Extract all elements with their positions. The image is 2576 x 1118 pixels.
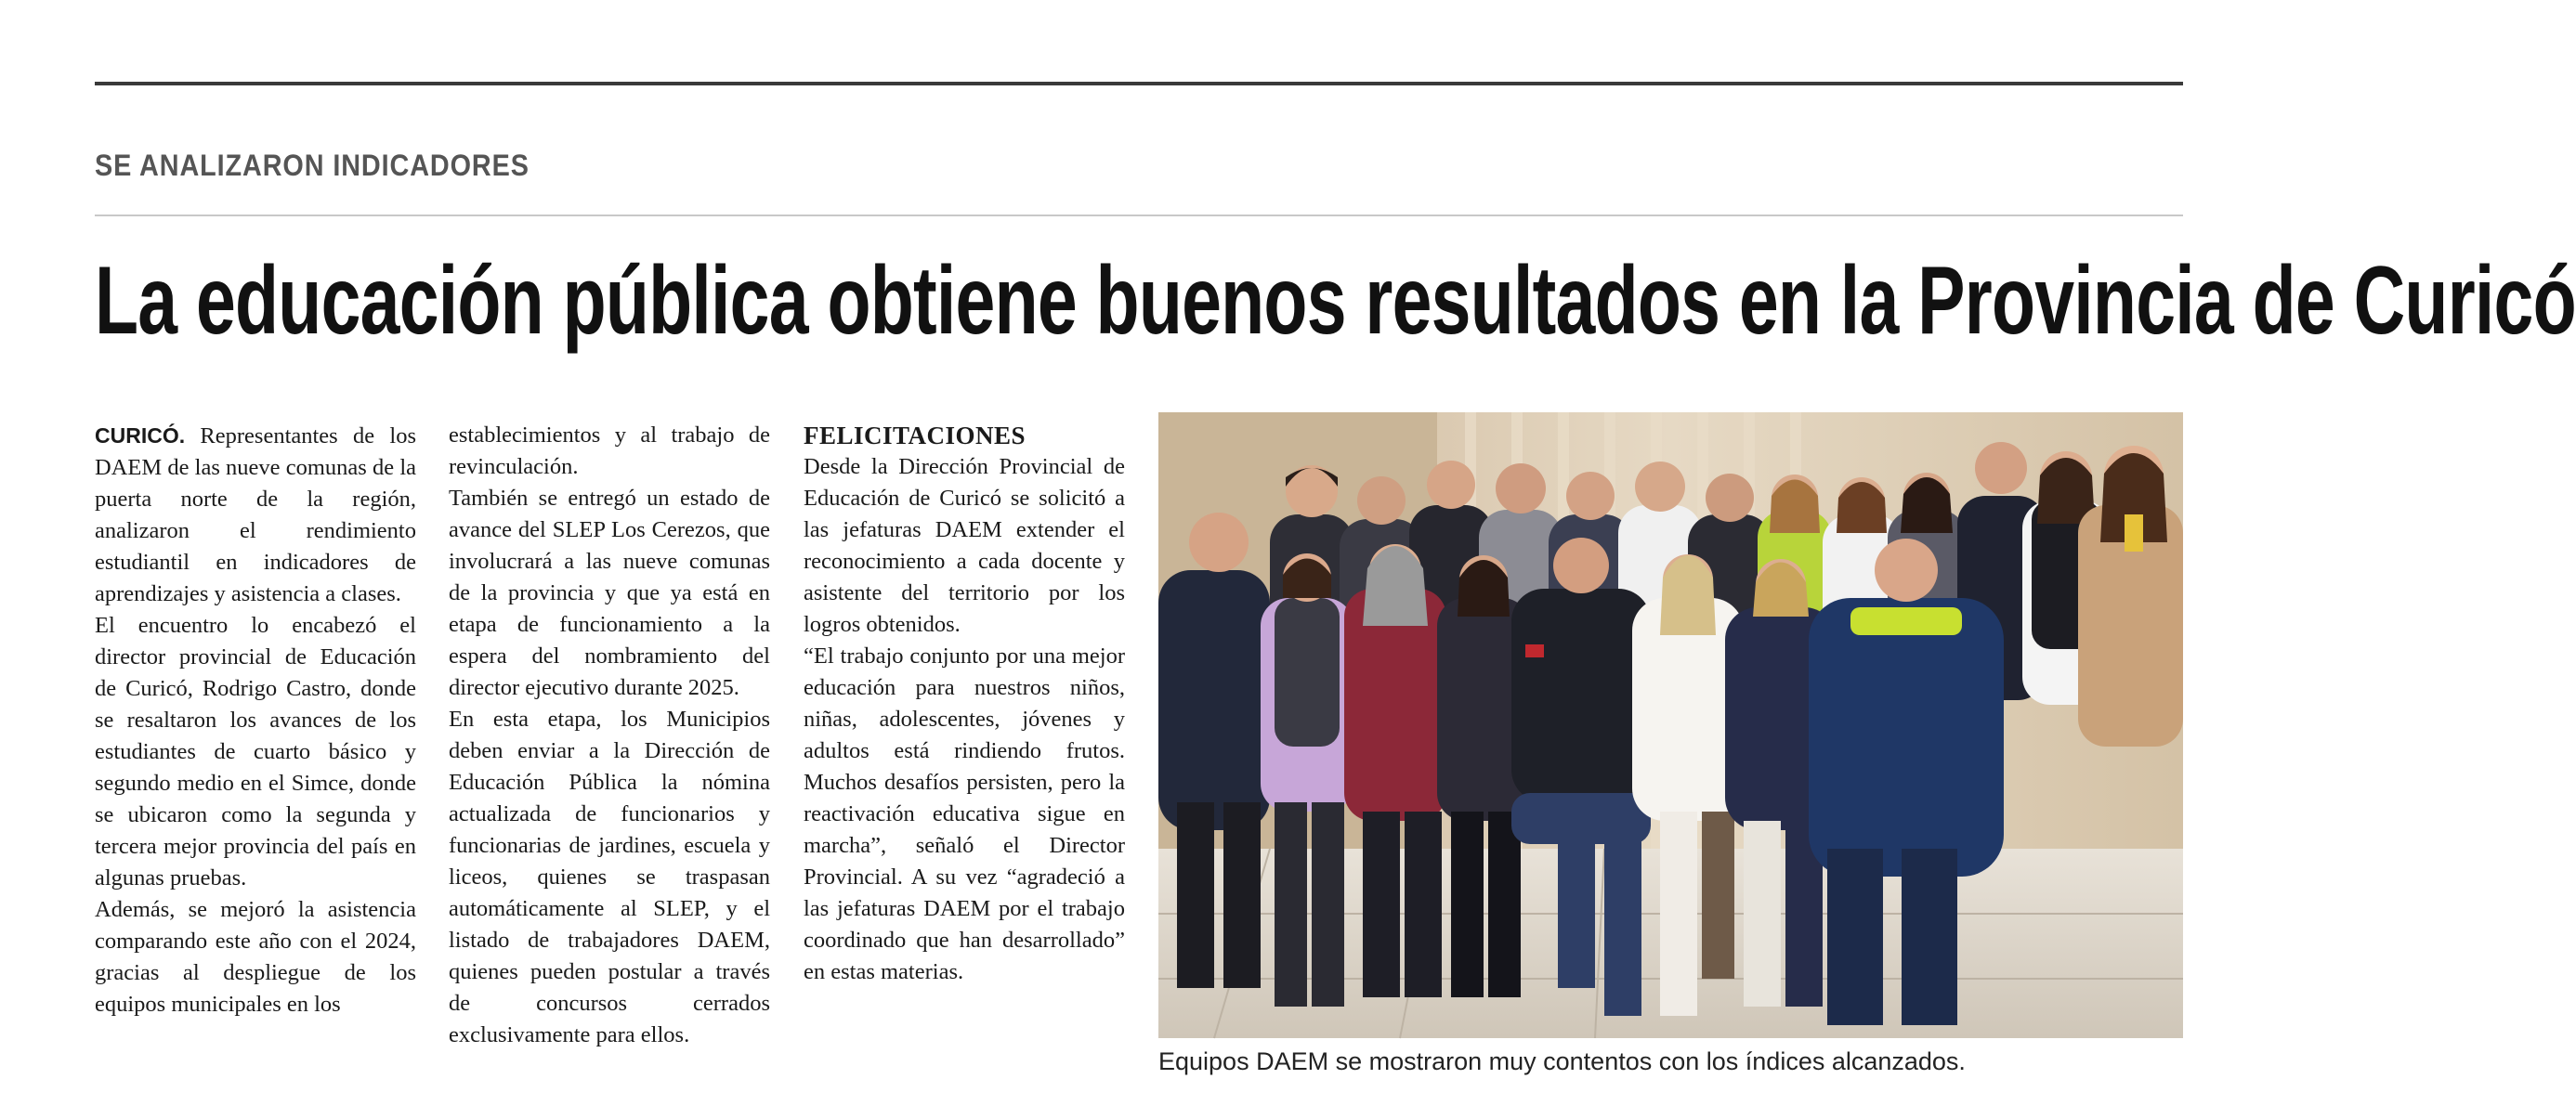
text-column-1 xyxy=(95,420,416,1020)
paragraph: establecimientos y al trabajo de revinculación. xyxy=(449,422,770,479)
paragraph-text: Representantes de los DAEM de las nueve comunas de la puerta norte de la región, analizaron el rendimiento estudiantil en indicadores de aprendizajes y asistencia a clases. xyxy=(95,423,416,606)
section-subhead: FELICITACIONES xyxy=(804,422,1026,449)
paragraph xyxy=(95,420,416,610)
top-rule xyxy=(95,82,2183,85)
dateline: CURICÓ. xyxy=(95,423,186,448)
paragraph: Además, se mejoró la asistencia comparando este año con el 2024, gracias al despliegue de los equipos municipales en los xyxy=(95,897,416,1017)
paragraph: Desde la Dirección Provincial de Educación de Curicó se solicitó a las jefaturas DAEM extender el reconocimiento a cada docente y asistente del territorio por los logros obtenidos. xyxy=(804,454,1125,637)
paragraph: El encuentro lo encabezó el director provincial de Educación de Curicó, Rodrigo Castro, donde se resaltaron los avances de los estudiantes de cuarto básico y segundo medio en el Simce, donde se ubicaron como la segunda y tercera mejor provincia del país en algunas pruebas. xyxy=(95,613,416,890)
kicker-divider xyxy=(95,214,2183,216)
paragraph: En esta etapa, los Municipios deben enviar a la Dirección de Educación Pública la nómina actualizada de funcionarios y funcionarias de jardines, escuela y liceos, quienes se traspasan automáticamente al SLEP, y el listado de trabajadores DAEM, quienes pueden postular a través de concursos cerrados exclusivamente para ellos. xyxy=(449,707,770,1047)
photo-caption: Equipos DAEM se mostraron muy contentos con los índices alcanzados. xyxy=(1158,1047,1966,1075)
section-kicker: SE ANALIZARON INDICADORES xyxy=(95,149,530,182)
group-photo xyxy=(1158,412,2183,1038)
text-column-2 xyxy=(449,420,770,1051)
paragraph: También se entregó un estado de avance del SLEP Los Cerezos, que involucrará a las nueve comunas de la provincia y que ya está en etapa de funcionamiento a la espera del nombramiento del director ejecutivo durante 2025. xyxy=(449,486,770,700)
paragraph: “El trabajo conjunto por una mejor educación para nuestros niños, niñas, adolescentes, jóvenes y adultos está rindiendo frutos. Muchos desafíos persisten, pero la reactivación educativa sigue en marcha”, señaló el Director Provincial. A su vez “agradeció a las jefaturas DAEM por el trabajo coordinado que han desarrollado” en estas materias. xyxy=(804,644,1125,984)
article-headline: La educación pública obtiene buenos resultados en la Provincia de Curicó xyxy=(95,247,2576,355)
group-photo-illustration xyxy=(1158,412,2183,1038)
text-column-3 xyxy=(804,420,1125,988)
